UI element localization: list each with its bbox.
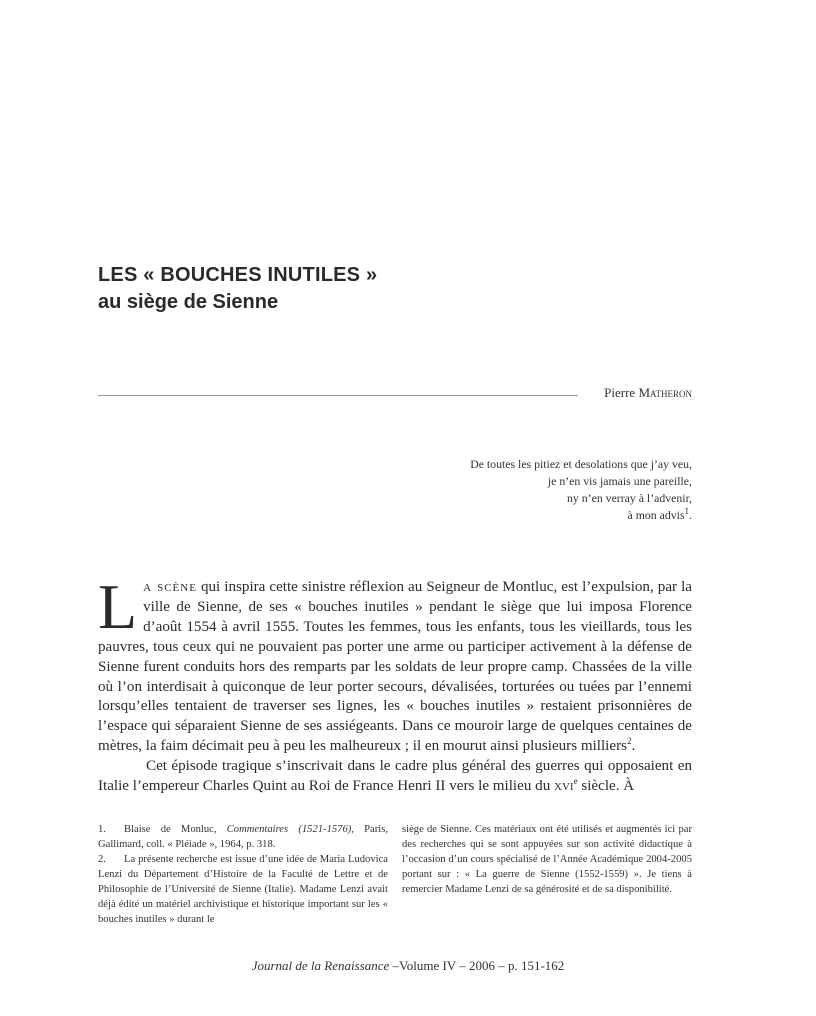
epigraph xyxy=(470,456,692,524)
century-numeral: xvi xyxy=(554,778,574,795)
footnotes xyxy=(98,822,692,927)
epigraph-line: De toutes les pitiez et desolations que j’ay veu, xyxy=(470,457,692,471)
article-title: LES « BOUCHES INUTILES » xyxy=(98,264,378,286)
footnote-1-work-title: Commentaires (1521-1576) xyxy=(226,824,352,835)
lead-in: a scène xyxy=(143,579,197,595)
epigraph-last-text: à mon advis xyxy=(627,508,685,522)
article-subtitle: au siège de Sienne xyxy=(98,291,279,313)
footnote-1-post: , Paris, Gallimard, coll. « Pléiade », 1964, p. 318. xyxy=(98,824,388,850)
footnotes-right-column xyxy=(402,822,692,927)
paragraph-2-text: Cet épisode tragique s’inscrivait dans le cadre plus général des guerres qui opposaient en Italie l’empereur Charles Quint au Roi de France Henri II vers le milieu du xyxy=(98,758,692,795)
author-name xyxy=(604,385,692,401)
paragraph-1-text: qui inspira cette sinistre réflexion au Seigneur de Montluc, est l’expulsion, par la ville de Sienne, de ses « bouches inutiles » pendant le siège que lui imposa Florence d’août 1554 à avril 1555. Toutes les femmes, tous les enfants, tous les vieillards, tous les pauvres, tous ceux qui ne pouvaient pas porter une arme ou participer activement à la défense de Sienne furent conduits hors des remparts par les soldats de leur propre camp. Chassées de la ville où l’on interdisait à quiconque de leur porter secours, dévalisées, torturées ou tuées par l’ennemi lorsqu’elles tentaient de traverser ses lignes, les « bouches inutiles » restaient prisonnières de l’espace qui séparaient Sienne de ses assiégeants. Dans ce mouroir large de quelques centaines de mètres, la faim décimait peu à peu les malheureux ; il en mourut ainsi plusieurs milliers xyxy=(98,579,692,755)
footnote-2 xyxy=(98,852,388,927)
footnote-1 xyxy=(98,822,388,852)
footnote-ref-1[interactable]: 1 xyxy=(684,506,690,517)
footnote-2-continued: siège de Sienne. Ces matériaux ont été utilisés et augmentés ici par des recherches qui se sont appuyées sur son activité didactique à l’occasion d’un cours spécialisé de l’Année Académique 2004-2005 portant sur : « La guerre de Sienne (1552-1559) ». Je tiens à remercier Madame Lenzi de sa générosité et de sa disponibilité. xyxy=(402,824,692,895)
volume-info: –Volume IV – 2006 – p. 151-162 xyxy=(389,958,565,973)
century-superscript: e xyxy=(573,776,578,787)
epigraph-line: à mon advis$^1$. xyxy=(627,506,692,522)
paragraph-1 xyxy=(98,571,692,757)
footnote-1-number: 1. xyxy=(98,824,106,835)
journal-name: Journal de la Renaissance xyxy=(251,958,390,973)
footnote-1-pre: Blaise de Monluc, xyxy=(124,824,227,835)
author-first-name: Pierre xyxy=(604,385,636,400)
page-footer xyxy=(0,958,816,974)
paragraph-1-end: . xyxy=(631,738,636,755)
paragraph-2-end: siècle. À xyxy=(577,778,635,795)
article-body xyxy=(98,571,692,797)
footnote-ref-2[interactable]: 2 xyxy=(626,736,632,747)
epigraph-line: ny n’en verray à l’advenir, xyxy=(567,491,692,505)
footnote-2-text-left: La présente recherche est issue d’une idée de Maria Ludovica Lenzi du Département d’Histoire de la Faculté de Lettre et de Philosophie de l’Université de Sienne (Italie). Madame Lenzi avait déjà édité un matériel archivistique et historique important sur les « bouches inutiles » durant le xyxy=(98,854,388,925)
footnotes-left-column xyxy=(98,822,388,927)
author-last-name: Matheron xyxy=(638,385,692,400)
epigraph-line: je n’en vis jamais une pareille, xyxy=(547,474,692,488)
title-rule xyxy=(98,395,578,396)
drop-cap: L xyxy=(98,571,138,642)
footnote-2-number: 2. xyxy=(98,854,106,865)
paragraph-2 xyxy=(98,757,692,797)
